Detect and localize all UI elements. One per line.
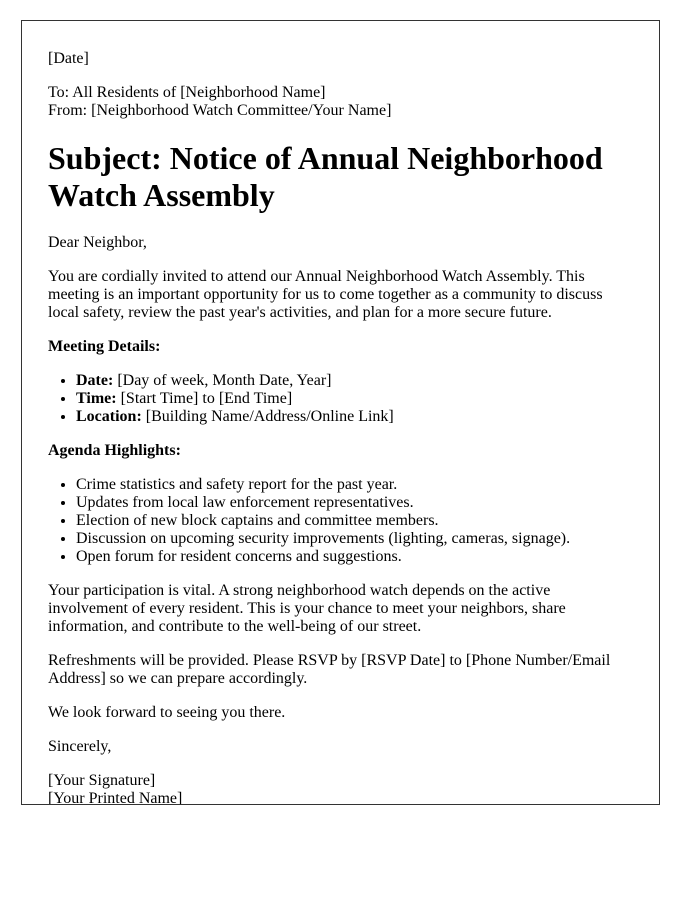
detail-value: [Building Name/Address/Online Link] [141, 408, 394, 425]
meeting-details-heading [48, 338, 633, 356]
meeting-details-list [48, 372, 633, 426]
subject-heading: Subject: Notice of Annual Neighborhood Watch Assembly [48, 140, 603, 213]
date-line: [Date] [48, 50, 89, 67]
rsvp-paragraph: Refreshments will be provided. Please RSVP by [RSVP Date] to [Phone Number/Email Address] so we can prepare accordingly. [48, 652, 611, 687]
salutation: Dear Neighbor, [48, 234, 147, 251]
agenda-item: • Election of new block captains and committee members. [76, 512, 633, 530]
to-from-block [48, 84, 633, 120]
detail-value: [Day of week, Month Date, Year] [113, 372, 332, 389]
signature-line: [Your Signature] [48, 772, 156, 789]
meeting-detail-item [76, 372, 633, 390]
participation-paragraph: Your participation is vital. A strong neighborhood watch depends on the active involvement of every resident. This is your chance to meet your neighbors, share information, and contribute to the well-being of our street. [48, 582, 566, 635]
closing-line: We look forward to seeing you there. [48, 704, 286, 721]
to-line: To: All Residents of [Neighborhood Name] [48, 84, 326, 101]
printed-name-line: [Your Printed Name] [48, 790, 183, 805]
agenda-item: • Updates from local law enforcement representatives. [76, 494, 633, 512]
meeting-detail-item [76, 390, 633, 408]
agenda-heading-label: Agenda Highlights: [48, 442, 181, 459]
intro-paragraph: You are cordially invited to attend our Annual Neighborhood Watch Assembly. This meeting is an important opportunity for us to come together as a community to discuss local safety, review the past year's activities, and plan for a more secure future. [48, 268, 603, 321]
agenda-heading [48, 442, 633, 460]
meeting-details-heading-label: Meeting Details: [48, 338, 161, 355]
detail-label: Time: [76, 390, 117, 407]
from-line: From: [Neighborhood Watch Committee/Your Name] [48, 102, 392, 119]
letter-document [21, 20, 660, 805]
detail-label: Date: [76, 372, 114, 389]
agenda-item: • Crime statistics and safety report for the past year. [76, 476, 633, 494]
signature-block [48, 772, 633, 805]
agenda-item: • Discussion on upcoming security improvements (lighting, cameras, signage). [76, 530, 633, 548]
detail-label: Location: [76, 408, 142, 425]
agenda-item: • Open forum for resident concerns and suggestions. [76, 548, 633, 566]
agenda-list [48, 476, 633, 566]
detail-value: [Start Time] to [End Time] [116, 390, 293, 407]
meeting-detail-item [76, 408, 633, 426]
signoff-line: Sincerely, [48, 738, 112, 755]
